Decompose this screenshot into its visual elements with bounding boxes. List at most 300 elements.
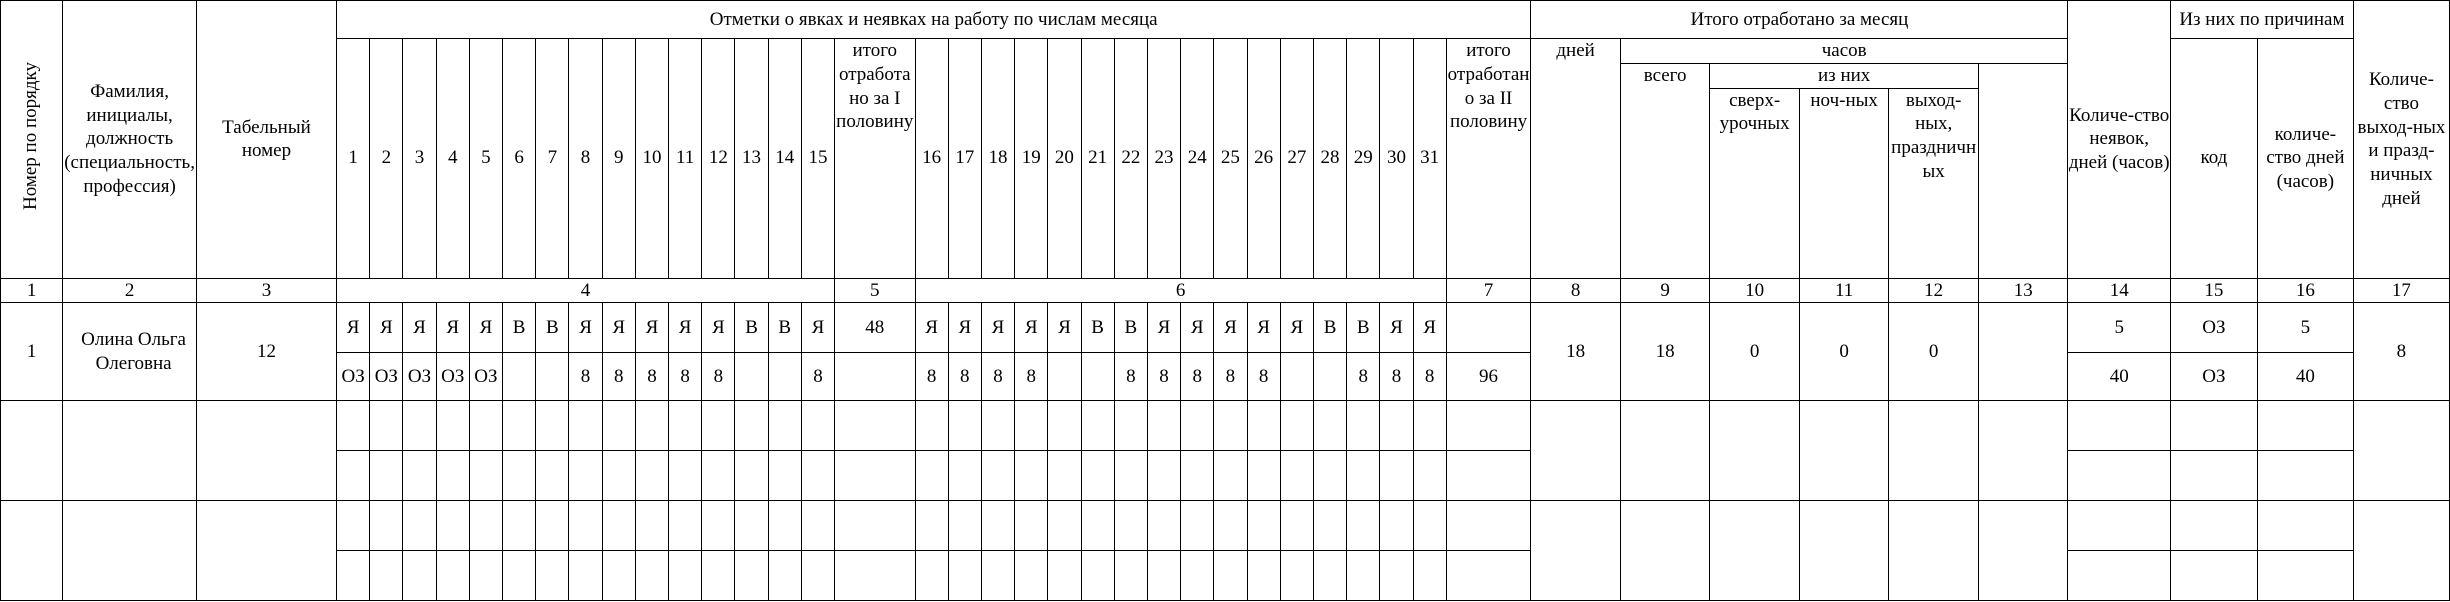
- empty-cell: [370, 551, 403, 601]
- employee-tab-number: [196, 303, 336, 401]
- empty-cell: [1114, 451, 1147, 501]
- col-number-10: [1710, 278, 1800, 303]
- day-21: [1081, 39, 1114, 279]
- mark-hours: [1181, 353, 1214, 401]
- empty-cell: [1799, 501, 1889, 601]
- empty-cell: [1247, 401, 1280, 451]
- empty-cell: [1531, 401, 1621, 501]
- day-1-text: 1: [348, 147, 358, 169]
- col-number-3-text: 3: [261, 279, 272, 301]
- day-16: [915, 39, 948, 279]
- empty-cell: [1147, 401, 1180, 451]
- mark-hours: [669, 353, 702, 401]
- day-5-text: 5: [481, 147, 491, 169]
- reason-code-2: [2170, 353, 2257, 401]
- header-code: [2170, 39, 2257, 279]
- mark-code: [1380, 303, 1413, 353]
- empty-cell: [1710, 501, 1800, 601]
- empty-cell: [1280, 401, 1313, 451]
- empty-cell: [1, 501, 63, 601]
- mark-code-text: Я: [479, 316, 493, 338]
- mark-hours: [1280, 353, 1313, 401]
- day-11-text: 11: [676, 147, 695, 169]
- empty-cell: [1889, 401, 1979, 501]
- empty-cell: [1413, 501, 1446, 551]
- day-9-text: 9: [613, 147, 624, 169]
- header-days-text: дней: [1556, 40, 1595, 61]
- mark-code-text: В: [778, 316, 792, 338]
- col-number-11: [1799, 278, 1889, 303]
- mark-code-text: Я: [1224, 316, 1237, 338]
- header-number: [1, 1, 63, 279]
- mark-hours: [1048, 353, 1081, 401]
- mark-code: [536, 303, 569, 353]
- mark-hours: [1015, 353, 1048, 401]
- mark-hours: [1081, 353, 1114, 401]
- mark-code: [1247, 303, 1280, 353]
- header-reason-count: [2257, 39, 2353, 279]
- empty-cell: [1889, 501, 1979, 601]
- day-3: [403, 39, 436, 279]
- empty-cell: [1413, 451, 1446, 501]
- empty-cell: [1015, 451, 1048, 501]
- empty-cell: [370, 401, 403, 451]
- header-night-text: ноч-ных: [1810, 89, 1878, 111]
- mark-hours: [337, 353, 370, 401]
- col-number-8-text: 8: [1570, 279, 1581, 301]
- empty-cell: [1280, 451, 1313, 501]
- empty-cell: [948, 401, 981, 451]
- reason-code-2-text: ОЗ: [2202, 365, 2226, 387]
- mark-hours: [1413, 353, 1446, 401]
- col-number-4-text: 4: [580, 279, 591, 301]
- mark-hours: [1313, 353, 1346, 401]
- empty-cell: [63, 501, 197, 601]
- empty-cell: [1313, 451, 1346, 501]
- mark-hours-text: 8: [993, 365, 1003, 387]
- mark-hours-text: 8: [647, 365, 657, 387]
- day-25-text: 25: [1220, 147, 1240, 169]
- empty-cell: [835, 451, 915, 501]
- empty-cell: [370, 501, 403, 551]
- empty-cell: [1380, 401, 1413, 451]
- empty-cell: [1114, 401, 1147, 451]
- col-number-16: [2257, 278, 2353, 303]
- empty-cell: [1280, 551, 1313, 601]
- empty-cell: [503, 401, 536, 451]
- mark-hours-text: 8: [1258, 365, 1269, 387]
- empty-cell: [1413, 551, 1446, 601]
- empty-cell: [948, 501, 981, 551]
- mark-hours: [536, 353, 569, 401]
- absence-hours: [2068, 353, 2170, 401]
- mark-hours: [801, 353, 834, 401]
- half1-hours-blank: [835, 353, 915, 401]
- empty-cell: [1, 401, 63, 501]
- col-number-11-text: 11: [1835, 279, 1854, 301]
- header-tab-number-text: Табельный номер: [222, 116, 311, 162]
- header-overtime-text: сверх-урочных: [1719, 89, 1790, 135]
- mark-code: [948, 303, 981, 353]
- header-absence-count: [2068, 1, 2170, 279]
- mark-code: [735, 303, 768, 353]
- empty-cell: [635, 451, 668, 501]
- empty-cell: [403, 401, 436, 451]
- header-hours: [1620, 39, 2068, 64]
- mark-code: [1181, 303, 1214, 353]
- header-code-text: код: [2200, 147, 2228, 169]
- empty-cell: [635, 551, 668, 601]
- header-night: [1799, 88, 1889, 278]
- empty-cell: [337, 451, 370, 501]
- day-19: [1015, 39, 1048, 279]
- empty-cell: [1048, 451, 1081, 501]
- mark-code: [1048, 303, 1081, 353]
- header-holiday-text: выход-ных, праздничных: [1891, 89, 1977, 182]
- header-half2-total: [1446, 39, 1531, 279]
- header-days: [1531, 39, 1621, 279]
- empty-cell: [436, 551, 469, 601]
- empty-cell: [2170, 551, 2257, 601]
- mark-code-text: Я: [446, 316, 460, 338]
- mark-code: [436, 303, 469, 353]
- hours-worked: [1620, 303, 1710, 401]
- empty-cell: [1446, 501, 1531, 551]
- weekend-days: [2353, 303, 2449, 401]
- mark-code: [403, 303, 436, 353]
- empty-cell: [2257, 551, 2353, 601]
- mark-hours: [948, 353, 981, 401]
- day-31-text: 31: [1420, 147, 1440, 169]
- empty-cell: [669, 401, 702, 451]
- mark-code-text: В: [1356, 316, 1370, 338]
- empty-cell: [635, 501, 668, 551]
- mark-code: [768, 303, 801, 353]
- empty-cell: [1978, 401, 2068, 501]
- empty-cell: [735, 401, 768, 451]
- employee-name-text: Олина Ольга Олеговна: [81, 329, 186, 374]
- reason-hours: [2257, 353, 2353, 401]
- empty-cell: [2068, 401, 2170, 451]
- empty-cell: [1446, 401, 1531, 451]
- empty-cell: [337, 401, 370, 451]
- empty-cell: [536, 501, 569, 551]
- col-number-9: [1620, 278, 1710, 303]
- mark-hours-text: 8: [1126, 365, 1136, 387]
- day-2-text: 2: [381, 147, 392, 169]
- mark-code: [1413, 303, 1446, 353]
- empty-cell: [503, 451, 536, 501]
- mark-code-text: Я: [712, 316, 725, 338]
- empty-cell: [768, 451, 801, 501]
- mark-hours: [1114, 353, 1147, 401]
- empty-cell: [1313, 401, 1346, 451]
- mark-hours-text: 8: [813, 365, 823, 387]
- empty-cell: [915, 401, 948, 451]
- empty-cell: [403, 551, 436, 601]
- empty-cell: [602, 501, 635, 551]
- empty-cell: [436, 451, 469, 501]
- empty-cell: [2257, 451, 2353, 501]
- mark-code: [337, 303, 370, 353]
- empty-cell: [981, 401, 1014, 451]
- header-month-total: [1531, 1, 2068, 39]
- empty-cell: [1620, 401, 1710, 501]
- day-31: [1413, 39, 1446, 279]
- empty-cell: [1181, 501, 1214, 551]
- col-number-13: [1978, 278, 2068, 303]
- header-tab-number: [196, 1, 336, 279]
- empty-cell: [981, 501, 1014, 551]
- mark-code: [669, 303, 702, 353]
- mark-code-text: Я: [1058, 316, 1071, 338]
- empty-cell: [2170, 401, 2257, 451]
- day-18: [981, 39, 1014, 279]
- empty-cell: [1181, 401, 1214, 451]
- empty-cell: [1247, 551, 1280, 601]
- empty-cell: [1015, 401, 1048, 451]
- empty-cell: [503, 551, 536, 601]
- empty-cell: [835, 551, 915, 601]
- empty-cell: [1347, 401, 1380, 451]
- header-marks-text: Отметки о явках и неявках на работу по числам месяца: [709, 8, 1158, 30]
- empty-cell: [1114, 551, 1147, 601]
- mark-hours: [635, 353, 668, 401]
- mark-code: [1147, 303, 1180, 353]
- col-number-12-text: 12: [1924, 279, 1944, 301]
- header-by-reason: [2170, 1, 2353, 39]
- col-number-10-text: 10: [1745, 279, 1765, 301]
- mark-code-text: В: [545, 316, 559, 338]
- reason-days-text: 5: [2300, 316, 2311, 338]
- empty-cell: [337, 551, 370, 601]
- mark-code-text: В: [512, 316, 526, 338]
- empty-cell: [2068, 551, 2170, 601]
- mark-hours-text: 8: [1026, 365, 1036, 387]
- empty-cell: [569, 551, 602, 601]
- header-half1-total-text: итого отработано за I половину: [836, 40, 914, 133]
- reason-code-1-text: ОЗ: [2202, 316, 2226, 338]
- header-total-hours: [1620, 63, 1710, 278]
- mark-hours: [768, 353, 801, 401]
- col-number-3: [196, 278, 336, 303]
- empty-cell: [1048, 551, 1081, 601]
- mark-hours-text: ОЗ: [341, 365, 365, 387]
- mark-hours: [1247, 353, 1280, 401]
- empty-cell: [1978, 501, 2068, 601]
- empty-cell: [403, 501, 436, 551]
- day-12: [702, 39, 735, 279]
- mark-hours: [1347, 353, 1380, 401]
- day-27-text: 27: [1287, 147, 1307, 169]
- day-10-text: 10: [642, 147, 662, 169]
- days-worked: [1531, 303, 1621, 401]
- empty-cell: [1147, 451, 1180, 501]
- col-number-8: [1531, 278, 1621, 303]
- day-20: [1048, 39, 1081, 279]
- mark-hours: [702, 353, 735, 401]
- mark-hours-text: 8: [680, 365, 690, 387]
- day-14-text: 14: [775, 147, 795, 169]
- empty-cell: [1048, 501, 1081, 551]
- empty-cell: [1081, 501, 1114, 551]
- mark-hours: [569, 353, 602, 401]
- mark-code-text: Я: [1423, 316, 1436, 338]
- empty-cell: [1347, 501, 1380, 551]
- overtime-hours: [1710, 303, 1800, 401]
- mark-hours: [915, 353, 948, 401]
- empty-cell: [1181, 451, 1214, 501]
- empty-cell: [801, 401, 834, 451]
- mark-code: [1114, 303, 1147, 353]
- reason-code-1: [2170, 303, 2257, 353]
- overtime-hours-text: 0: [1749, 340, 1760, 362]
- mark-hours-text: 8: [713, 365, 724, 387]
- empty-cell: [635, 401, 668, 451]
- empty-cell: [1347, 551, 1380, 601]
- empty-cell: [1280, 501, 1313, 551]
- header-marks: [337, 1, 1531, 39]
- mark-code-text: Я: [1157, 316, 1171, 338]
- holiday-hours: [1889, 303, 1979, 401]
- mark-hours-text: ОЗ: [474, 365, 498, 387]
- empty-cell: [735, 501, 768, 551]
- day-4-text: 4: [447, 147, 458, 169]
- day-6-text: 6: [514, 147, 524, 169]
- empty-cell: [1380, 551, 1413, 601]
- mark-code-text: Я: [1257, 316, 1270, 338]
- empty-cell: [196, 501, 336, 601]
- empty-cell: [1015, 501, 1048, 551]
- day-22-text: 22: [1121, 147, 1141, 169]
- day-24: [1181, 39, 1214, 279]
- empty-cell: [1081, 451, 1114, 501]
- empty-cell: [503, 501, 536, 551]
- empty-cell: [2257, 501, 2353, 551]
- header-by-reason-text: Из них по причинам: [2179, 8, 2345, 30]
- day-14: [768, 39, 801, 279]
- night-hours-text: 0: [1839, 340, 1849, 362]
- empty-cell: [801, 501, 834, 551]
- empty-cell: [569, 401, 602, 451]
- col-number-12: [1889, 278, 1979, 303]
- absence-hours-text: 40: [2109, 365, 2129, 387]
- empty-cell: [702, 551, 735, 601]
- empty-cell: [196, 401, 336, 501]
- empty-cell: [981, 551, 1014, 601]
- mark-code: [1015, 303, 1048, 353]
- half1-total-value-text: 48: [865, 316, 885, 338]
- empty-cell: [1313, 551, 1346, 601]
- empty-cell: [536, 401, 569, 451]
- col-number-7: [1446, 278, 1531, 303]
- empty-cell: [835, 501, 915, 551]
- empty-cell: [2353, 501, 2449, 601]
- header-half2-total-text: итого отработано за II половину: [1447, 40, 1530, 133]
- empty-cell: [1214, 551, 1247, 601]
- mark-code-text: Я: [579, 316, 592, 338]
- col-number-7-text: 7: [1483, 279, 1494, 301]
- empty-cell: [915, 451, 948, 501]
- day-8: [569, 39, 602, 279]
- mark-hours: [469, 353, 502, 401]
- empty-cell: [1147, 551, 1180, 601]
- empty-cell: [1181, 551, 1214, 601]
- day-3-text: 3: [414, 147, 425, 169]
- mark-code: [635, 303, 668, 353]
- empty-cell: [403, 451, 436, 501]
- day-29: [1347, 39, 1380, 279]
- day-13: [735, 39, 768, 279]
- day-17-text: 17: [955, 147, 975, 169]
- holiday-hours-text: 0: [1928, 340, 1939, 362]
- mark-hours: [403, 353, 436, 401]
- mark-code-text: Я: [1390, 316, 1403, 338]
- mark-hours-text: ОЗ: [441, 365, 465, 387]
- header-half1-total: [835, 39, 915, 279]
- empty-cell: [735, 551, 768, 601]
- empty-cell: [801, 551, 834, 601]
- empty-cell: [669, 551, 702, 601]
- mark-hours: [1214, 353, 1247, 401]
- mark-hours: [1147, 353, 1180, 401]
- col-number-5: [835, 278, 915, 303]
- day-17: [948, 39, 981, 279]
- mark-code-text: Я: [1190, 316, 1204, 338]
- col-number-2: [63, 278, 197, 303]
- day-27: [1280, 39, 1313, 279]
- mark-hours: [602, 353, 635, 401]
- col-number-1: [1, 278, 63, 303]
- empty-cell: [735, 451, 768, 501]
- day-19-text: 19: [1021, 147, 1041, 169]
- empty-cell: [602, 401, 635, 451]
- empty-cell: [948, 451, 981, 501]
- empty-cell: [1380, 451, 1413, 501]
- day-28-text: 28: [1320, 147, 1340, 169]
- empty-cell: [370, 451, 403, 501]
- empty-cell: [1446, 451, 1531, 501]
- mark-code: [801, 303, 834, 353]
- empty-cell: [469, 551, 502, 601]
- day-15-text: 15: [808, 147, 828, 169]
- mark-code-text: В: [1124, 316, 1138, 338]
- employee-name: [63, 303, 197, 401]
- header-of-them: [1710, 63, 1979, 88]
- empty-cell: [1313, 501, 1346, 551]
- mark-hours-text: ОЗ: [374, 365, 398, 387]
- empty-cell: [337, 501, 370, 551]
- mark-code: [602, 303, 635, 353]
- mark-code-text: Я: [1024, 316, 1038, 338]
- mark-code-text: Я: [811, 316, 825, 338]
- mark-code: [569, 303, 602, 353]
- half2-total-value: [1446, 353, 1531, 401]
- empty-cell: [1620, 501, 1710, 601]
- mark-code: [1214, 303, 1247, 353]
- empty-cell: [2170, 451, 2257, 501]
- empty-cell: [981, 451, 1014, 501]
- header-blank-13: [1978, 63, 2068, 278]
- half1-total-value: [835, 303, 915, 353]
- header-number-text: Номер по порядку: [20, 61, 42, 210]
- mark-code-text: В: [745, 316, 758, 338]
- mark-code-text: Я: [612, 316, 626, 338]
- day-28: [1313, 39, 1346, 279]
- absence-days-text: 5: [2114, 316, 2124, 338]
- col-number-9-text: 9: [1660, 279, 1670, 301]
- mark-code-text: Я: [645, 316, 659, 338]
